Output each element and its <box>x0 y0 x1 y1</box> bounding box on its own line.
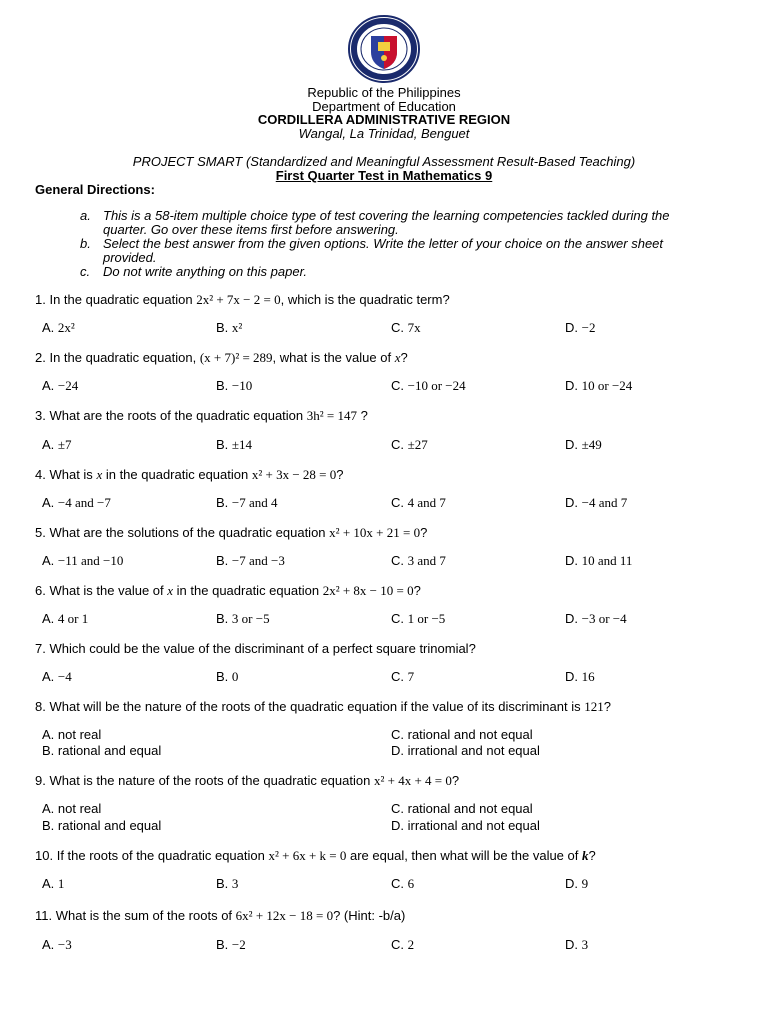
q4-choice-c: C. 4 and 7 <box>391 495 446 510</box>
q8-choice-a: A. not real <box>42 727 102 742</box>
question-2: 2. In the quadratic equation, (x + 7)² = 289, what is the value of x? <box>35 350 408 365</box>
q10-choice-c: C. 6 <box>391 876 415 891</box>
q6-choice-a: A. 4 or 1 <box>42 611 89 626</box>
question-1: 1. In the quadratic equation 2x² + 7x − 2 = 0, which is the quadratic term? <box>35 292 450 307</box>
q10-choice-b: B. 3 <box>216 876 239 891</box>
q11-choice-d: D. 3 <box>565 937 589 952</box>
address-text: Wangal, La Trinidad, Benguet <box>298 126 470 141</box>
q3-choice-b: B. ±14 <box>216 437 253 452</box>
q6-choice-b: B. 3 or −5 <box>216 611 270 626</box>
question-9: 9. What is the nature of the roots of the quadratic equation x² + 4x + 4 = 0? <box>35 773 460 788</box>
direction-b: b. Select the best answer from the given options. Write the letter of your choice on the answer sheet provided. <box>80 236 664 265</box>
department-text: Department of Education <box>312 99 456 114</box>
q8-choice-c: C. rational and not equal <box>391 727 533 742</box>
q7-choice-d: D. 16 <box>565 669 595 684</box>
q1-choice-d: D. −2 <box>565 320 596 335</box>
directions-heading: General Directions: <box>35 182 155 197</box>
q2-choice-a: A. −24 <box>42 378 79 393</box>
q10-choice-a: A. 1 <box>42 876 65 891</box>
q9-choice-b: B. rational and equal <box>42 818 162 833</box>
republic-text: Republic of the Philippines <box>307 85 461 100</box>
region-text: CORDILLERA ADMINISTRATIVE REGION <box>257 112 511 127</box>
q9-choice-a: A. not real <box>42 801 102 816</box>
q11-choice-c: C. 2 <box>391 937 415 952</box>
direction-a: a. This is a 58-item multiple choice type of test covering the learning competencies tackled during the quarter. Go over these items first before answering. <box>80 208 670 237</box>
q3-choice-d: D. ±49 <box>565 437 602 452</box>
q7-choice-a: A. −4 <box>42 669 72 684</box>
deped-seal <box>347 14 421 84</box>
q6-choice-c: C. 1 or −5 <box>391 611 446 626</box>
q5-choice-a: A. −11 and −10 <box>42 553 124 568</box>
question-4: 4. What is x in the quadratic equation x² + 3x − 28 = 0? <box>35 467 344 482</box>
q11-choice-b: B. −2 <box>216 937 246 952</box>
q3-choice-a: A. ±7 <box>42 437 72 452</box>
question-11: 11. What is the sum of the roots of 6x² + 12x − 18 = 0? (Hint: -b/a) <box>35 908 406 923</box>
q5-choice-b: B. −7 and −3 <box>216 553 285 568</box>
question-7: 7. Which could be the value of the discriminant of a perfect square trinomial? <box>35 641 476 656</box>
question-5: 5. What are the solutions of the quadratic equation x² + 10x + 21 = 0? <box>35 525 428 540</box>
q10-choice-d: D. 9 <box>565 876 589 891</box>
q1-choice-a: A. 2x² <box>42 320 75 335</box>
q2-choice-c: C. −10 or −24 <box>391 378 466 393</box>
question-10: 10. If the roots of the quadratic equation x² + 6x + k = 0 are equal, then what will be the value of k? <box>35 848 596 863</box>
direction-c: c. Do not write anything on this paper. <box>80 264 308 279</box>
test-title: First Quarter Test in Mathematics 9 <box>275 168 493 183</box>
q1-choice-b: B. x² <box>216 320 243 335</box>
q3-choice-c: C. ±27 <box>391 437 428 452</box>
q9-choice-c: C. rational and not equal <box>391 801 533 816</box>
q9-choice-d: D. irrational and not equal <box>391 818 540 833</box>
q5-choice-c: C. 3 and 7 <box>391 553 446 568</box>
q4-choice-d: D. −4 and 7 <box>565 495 628 510</box>
q2-choice-b: B. −10 <box>216 378 253 393</box>
q6-choice-d: D. −3 or −4 <box>565 611 627 626</box>
q7-choice-c: C. 7 <box>391 669 415 684</box>
q4-choice-a: A. −4 and −7 <box>42 495 111 510</box>
question-3: 3. What are the roots of the quadratic equation 3h² = 147 ? <box>35 408 368 423</box>
question-8: 8. What will be the nature of the roots of the quadratic equation if the value of its discriminant is 121? <box>35 699 611 714</box>
q7-choice-b: B. 0 <box>216 669 239 684</box>
q5-choice-d: D. 10 and 11 <box>565 553 633 568</box>
q4-choice-b: B. −7 and 4 <box>216 495 278 510</box>
q11-choice-a: A. −3 <box>42 937 72 952</box>
q1-choice-c: C. 7x <box>391 320 421 335</box>
q2-choice-d: D. 10 or −24 <box>565 378 633 393</box>
project-text: PROJECT SMART (Standardized and Meaningful Assessment Result-Based Teaching) <box>132 154 636 169</box>
q8-choice-d: D. irrational and not equal <box>391 743 540 758</box>
question-6: 6. What is the value of x in the quadratic equation 2x² + 8x − 10 = 0? <box>35 583 421 598</box>
q8-choice-b: B. rational and equal <box>42 743 162 758</box>
